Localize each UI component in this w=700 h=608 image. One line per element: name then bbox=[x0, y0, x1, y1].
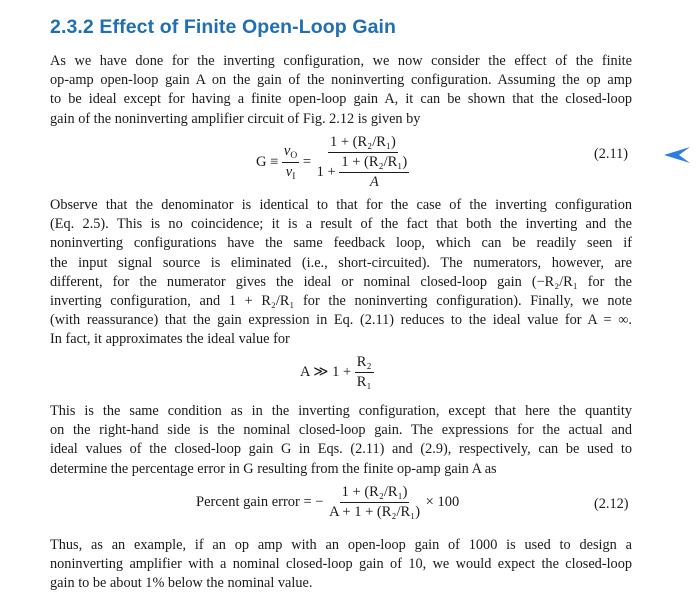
text-line: op-amp open-loop gain A on the gain of the noninverting configuration. Assuming the op amp bbox=[50, 72, 632, 89]
left-arrow-marker-icon bbox=[662, 145, 692, 165]
text-line: Observe that the denominator is identical to that for the case of the inverting configuration bbox=[50, 197, 632, 213]
equation-number: (2.11) bbox=[594, 146, 629, 162]
text-line: Thus, as an example, if an op amp with an open-loop gain of 1000 is used to design a bbox=[50, 537, 632, 553]
times-100: × 100 bbox=[425, 493, 460, 510]
text-line: (with reassurance) that the gain expression in Eq. (2.11) reduces to the ideal value for A = ∞. bbox=[50, 312, 632, 329]
equation-2-12 bbox=[196, 484, 459, 521]
equation-number: (2.12) bbox=[594, 496, 629, 512]
text-line: As we have done for the inverting configuration, we now consider the effect of the finite bbox=[50, 53, 632, 69]
paragraph-condition bbox=[50, 402, 632, 479]
text-line: to be ideal except for having a finite open-loop gain A, it can be shown that the closed-loop bbox=[50, 91, 632, 108]
text-line: noninverting amplifier with a nominal closed-loop gain of 10, we would expect the closed-loop bbox=[50, 556, 632, 573]
text-line: ideal values of the closed-loop gain G in Eqs. (2.11) and (2.9), respectively, can be used to bbox=[50, 441, 632, 458]
gain-denominator: 1 + $\frac{\text{1 + (R₂/R₁)}}{A}$ bbox=[316, 154, 408, 190]
gain-fraction bbox=[315, 134, 412, 191]
paragraph-observe bbox=[50, 196, 632, 350]
inner-fraction: $\frac{\text{1 + (R₂/R₁)}}{A}$ bbox=[341, 154, 408, 190]
text-line: inverting configuration, and 1 + R₂/R₁ for the noninverting configuration). Finally, we note bbox=[50, 293, 632, 310]
text-line: different, for the numerator gives the ideal or nominal closed-loop gain (−R₂/R₁ for the bbox=[50, 273, 632, 290]
eq-sign: = bbox=[302, 153, 312, 170]
text-line: on the right-hand side is the nominal closed-loop gain. The expressions for the actual and bbox=[50, 422, 632, 439]
eq-label: Percent gain error bbox=[196, 493, 300, 510]
text-line: determine the percentage error in G resulting from the finite op-amp gain A as bbox=[50, 460, 497, 477]
percent-error-fraction: $\frac{\text{1 + (R₂/R₁)}}{\text{A + 1 + (R₂/R₁)}}$ bbox=[329, 484, 421, 520]
section-title: Effect of Finite Open-Loop Gain bbox=[99, 16, 397, 38]
section-heading bbox=[50, 16, 396, 39]
r2-over-r1-fraction: $\frac{\text{R₂}}{\text{R₁}}$ bbox=[356, 354, 372, 390]
gain-numerator: 1 + (R₂/R₁) bbox=[328, 134, 398, 153]
eq-sign: = − bbox=[303, 493, 324, 510]
section-number: 2.3.2 bbox=[50, 16, 94, 38]
paragraph-intro bbox=[50, 52, 632, 129]
text-line: In fact, it approximates the ideal value for bbox=[50, 331, 290, 348]
text-line: noninverting configurations have the same feedback loop, which can be readily seen if bbox=[50, 235, 632, 252]
text-line: gain of the noninverting amplifier circuit of Fig. 2.12 is given by bbox=[50, 110, 421, 127]
paragraph-example bbox=[50, 536, 632, 594]
vo-over-vi-fraction: $\frac{v_O}{v_I}$ bbox=[283, 143, 298, 182]
equation-2-11 bbox=[256, 134, 411, 191]
condition-equation bbox=[300, 354, 374, 391]
text-line: This is the same condition as in the inverting configuration, except that here the quantity bbox=[50, 403, 632, 419]
eq-lhs: G ≡ bbox=[256, 153, 279, 170]
cond-lhs: A ≫ 1 + bbox=[300, 363, 352, 380]
text-line: (Eq. 2.5). This is no coincidence; it is a result of the fact that both the inverting and the bbox=[50, 216, 632, 233]
text-line: the input signal source is eliminated (i.e., short-circuited). The numerators, however, are bbox=[50, 254, 632, 271]
text-line: gain to be about 1% below the nominal value. bbox=[50, 575, 313, 592]
